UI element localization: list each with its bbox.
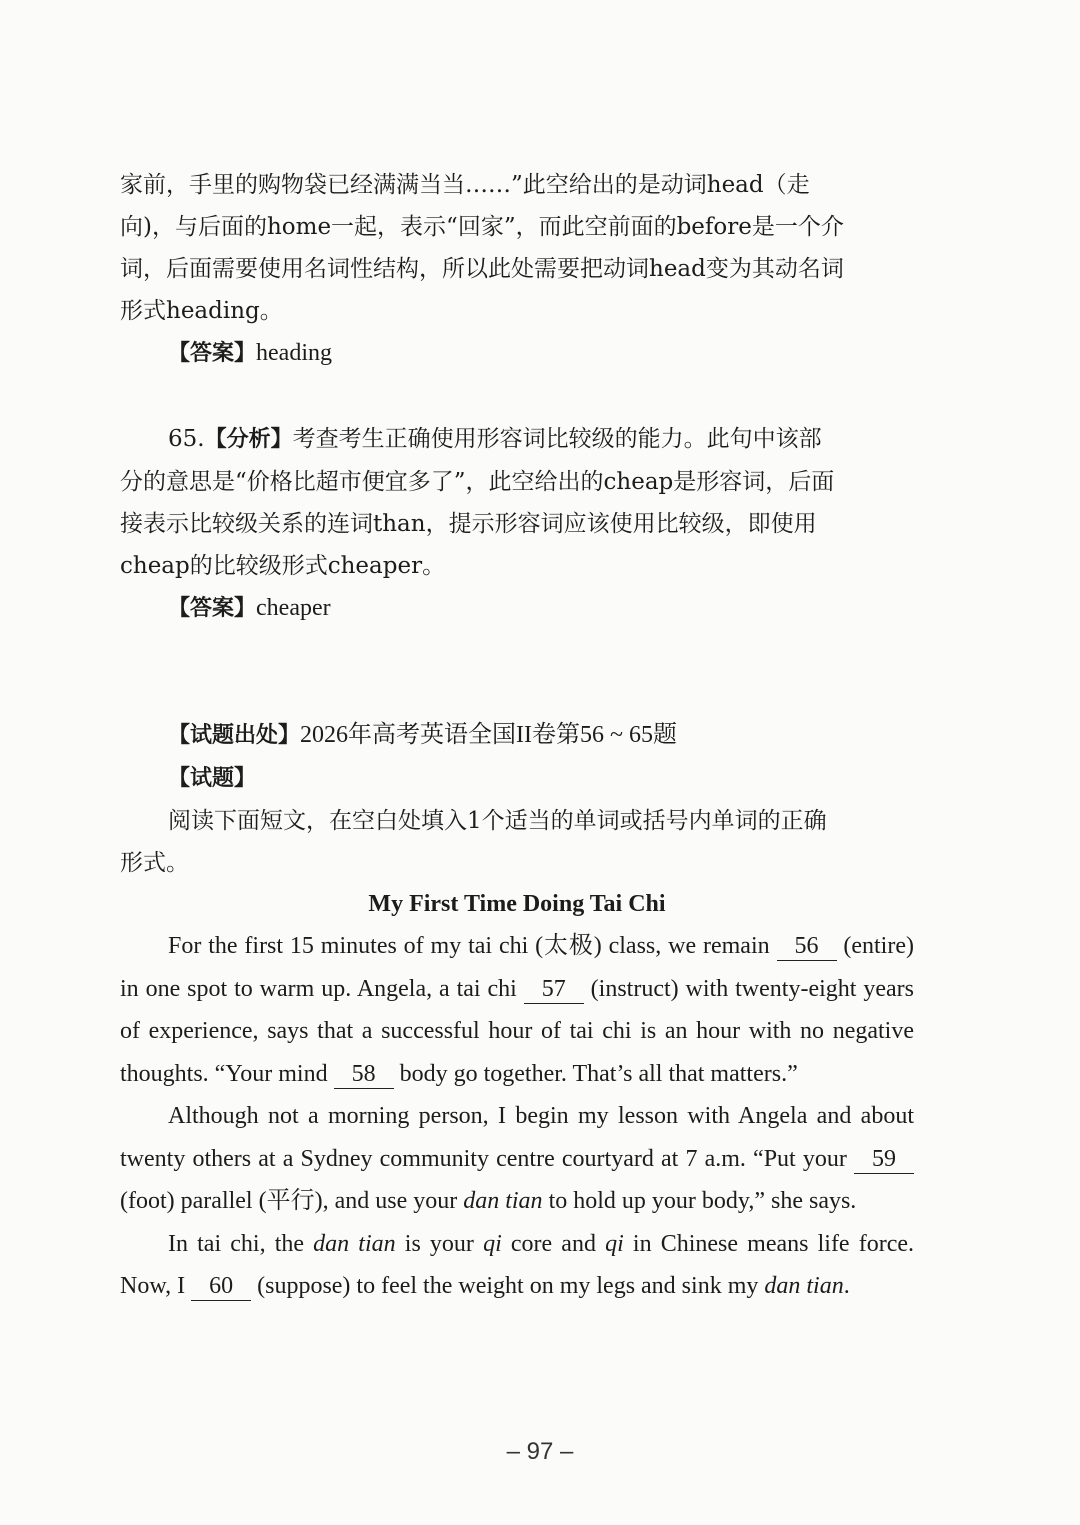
italic-term: qi <box>605 1230 624 1257</box>
passage-text: (entire) in one spot to warm up. Angela, a tai chi <box>120 933 914 1002</box>
italic-term: dan tian <box>764 1273 844 1299</box>
passage-text: (instruct) with twenty-eight years of experience, says that a successful hour of tai chi is an hour with no negative thoughts. “Your mind <box>120 975 914 1087</box>
passage-paragraph <box>120 1095 914 1223</box>
answer-tag: 【答案】 <box>168 341 257 366</box>
passage-text: is your <box>395 1230 484 1257</box>
reading-passage <box>120 883 914 1308</box>
answer-line <box>168 332 914 375</box>
source-tag: 【试题出处】 <box>168 723 301 748</box>
question-number: 65. <box>168 426 205 452</box>
explanation-line: 家前，手里的购物袋已经满满当当……”此空给出的是动词head（走 <box>120 172 810 198</box>
instruction-line: 阅读下面短文，在空白处填入1个适当的单词或括号内单词的正确 <box>168 808 827 834</box>
passage-text: . <box>843 1273 850 1299</box>
source-text: 2026年高考英语全国II卷第56 ~ 65题 <box>300 722 677 748</box>
italic-term: qi <box>483 1230 502 1257</box>
answer-value: cheaper <box>256 595 331 621</box>
explanation-line: 词，后面需要使用名词性结构，所以此处需要把动词head变为其动名词 <box>120 256 844 282</box>
passage-text: in Chinese means life force. Now, I <box>120 1230 915 1299</box>
blank-58: 58 <box>334 1060 394 1089</box>
passage-text: Although not a morning person, I begin my lesson with Angela and about twenty others at a Sydney community centre courtyard at 7 a.m. “Put your <box>120 1103 914 1172</box>
passage-text: to hold up your body,” she says. <box>542 1188 857 1214</box>
explanation-line <box>120 418 914 461</box>
passage-title: My First Time Doing Tai Chi <box>368 891 666 917</box>
blank-59: 59 <box>854 1145 914 1174</box>
passage-text: For the first 15 minutes of my tai chi (太极) class, we remain <box>168 933 777 959</box>
explanation-line: 分的意思是“价格比超市便宜多了”，此空给出的cheap是形容词，后面 <box>120 469 835 495</box>
passage-text: core and <box>501 1230 606 1257</box>
blank-57: 57 <box>524 975 584 1004</box>
italic-term: dan tian <box>463 1188 543 1214</box>
question-source-section <box>120 714 914 884</box>
section-64-explanation <box>120 164 914 375</box>
question-tag-line <box>168 757 914 800</box>
analysis-tag: 【分析】 <box>204 427 293 452</box>
page-number: – 97 – <box>506 1438 574 1465</box>
source-line <box>168 714 914 757</box>
passage-text: (foot) parallel (平行), and use your <box>120 1188 464 1214</box>
italic-term: dan tian <box>313 1230 396 1257</box>
question-tag: 【试题】 <box>168 766 257 791</box>
explanation-line: 向)，与后面的home一起，表示“回家”，而此空前面的before是一个介 <box>120 214 844 240</box>
blank-56: 56 <box>777 932 837 961</box>
passage-paragraph <box>120 925 914 1095</box>
instruction-line: 形式。 <box>120 850 189 876</box>
answer-value: heading <box>256 340 332 366</box>
passage-text: (suppose) to feel the weight on my legs and sink my <box>251 1273 765 1299</box>
explanation-line: 接表示比较级关系的连词than，提示形容词应该使用比较级，即使用 <box>120 511 817 537</box>
blank-60: 60 <box>191 1272 251 1301</box>
explanation-text: 考查考生正确使用形容词比较级的能力。此句中该部 <box>292 426 822 452</box>
passage-paragraph <box>120 1223 914 1308</box>
section-65-explanation <box>120 418 914 630</box>
explanation-line: cheap的比较级形式cheaper。 <box>120 553 446 579</box>
passage-text: In tai chi, the <box>168 1230 314 1257</box>
answer-tag: 【答案】 <box>168 596 257 621</box>
passage-text: body go together. That’s all that matters.” <box>393 1060 798 1087</box>
explanation-line: 形式heading。 <box>120 298 283 324</box>
answer-line <box>168 587 914 630</box>
